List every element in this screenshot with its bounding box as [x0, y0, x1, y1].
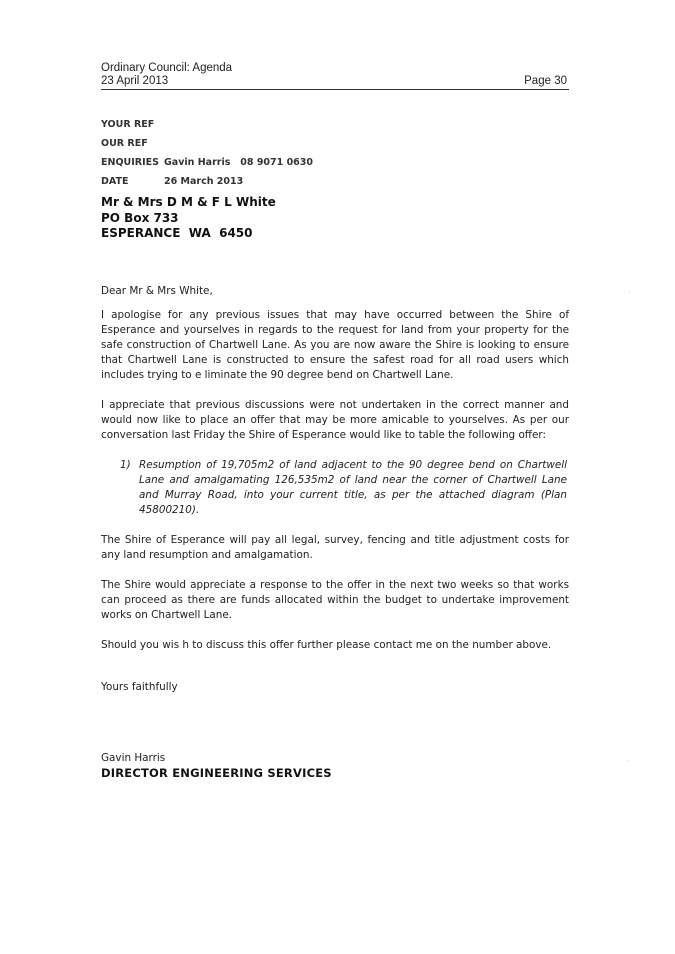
paragraph-contact: Should you wis h to discuss this offer further please contact me on the number above. — [101, 639, 552, 651]
address-line: PO Box 733 — [101, 210, 179, 225]
paragraph-response: The Shire would appreciate a response to the offer in the next two weeks so that works can proceed as there are funds allocated within the budget to undertake improvement works on Chartwell Lane. — [101, 579, 569, 621]
ref-label: YOUR REF — [101, 119, 155, 130]
closing: Yours faithfully — [101, 681, 178, 693]
reference-block — [101, 115, 313, 191]
page-number: Page 30 — [524, 75, 567, 87]
address-line: ESPERANCE WA 6450 — [101, 226, 253, 240]
address-line: Mr & Mrs D M & F L White — [101, 195, 276, 209]
agenda-date: 23 April 2013 — [101, 75, 169, 87]
agenda-header — [101, 62, 569, 90]
offer-text: Resumption of 19,705m2 of land adjacent to the 90 degree bend on Chartwell Lane and amalgamating 126,535m2 of land near the corner of Chartwell Lane and Murray Road, into your current title, as per the attached diagram (Plan 45800210). — [139, 459, 567, 516]
letter-body — [101, 284, 569, 668]
signatory-name: Gavin Harris — [101, 752, 166, 764]
salutation: Dear Mr & Mrs White, — [101, 285, 213, 297]
ref-row-date — [101, 172, 313, 191]
paragraph-apology: I apologise for any previous issues that may have occurred between the Shire of Esperance and yourselves in regards to the request for land from your property for the safe construction of Chartwell Lane. As you are now aware the Shire is looking to ensure that Chartwell Lane is constructed to ensure the safest road for all road users which includes trying to e liminate the 90 degree bend on Chartwell Lane. — [101, 309, 569, 381]
recipient-address — [101, 195, 276, 242]
ref-label: ENQUIRIES — [101, 157, 159, 168]
scan-speck — [629, 292, 630, 293]
signatory-title: DIRECTOR ENGINEERING SERVICES — [101, 766, 332, 780]
offer-number: 1) — [120, 459, 131, 471]
ref-label: OUR REF — [101, 138, 148, 149]
ref-row-our-ref — [101, 134, 313, 153]
ref-value: 26 March 2013 — [164, 176, 244, 187]
paragraph-offer-intro: I appreciate that previous discussions were not undertaken in the correct manner and would now like to place an offer that may be more amicable to yourselves. As per our conversation last Friday the Shire of Esperance would like to table the following offer: — [101, 399, 569, 441]
agenda-header-row — [101, 75, 569, 90]
ref-value: Gavin Harris 08 9071 0630 — [164, 157, 314, 168]
paragraph-costs: The Shire of Esperance will pay all legal, survey, fencing and title adjustment costs for any land resumption and amalgamation. — [101, 534, 569, 561]
offer-item — [101, 458, 569, 518]
ref-row-enquiries — [101, 153, 313, 172]
agenda-title: Ordinary Council: Agenda — [101, 62, 233, 74]
scan-speck — [627, 760, 628, 761]
ref-row-your-ref — [101, 115, 313, 134]
ref-label: DATE — [101, 176, 129, 187]
